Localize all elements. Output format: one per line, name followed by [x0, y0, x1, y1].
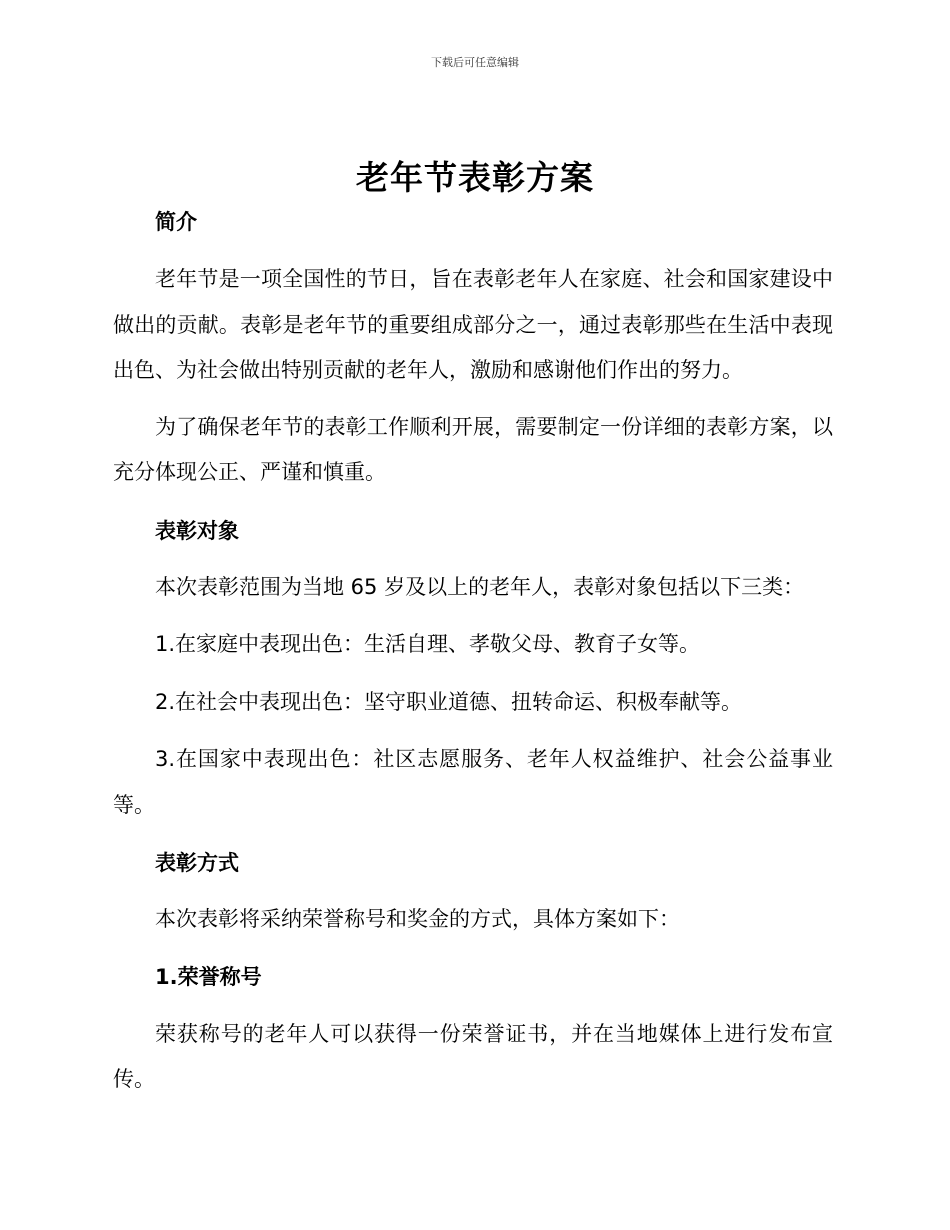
page-header-note: 下载后可任意编辑 [431, 56, 519, 69]
methods-subheading-honor: 1.荣誉称号 [155, 964, 262, 989]
targets-item-1: 1.在家庭中表现出色：生活自理、孝敬父母、教育子女等。 [155, 632, 701, 656]
intro-paragraph-2: 为了确保老年节的表彰工作顺利开展，需要制定一份详细的表彰方案，以充分体现公正、严谨和慎重。 [113, 414, 833, 484]
section-heading-targets: 表彰对象 [155, 518, 239, 543]
targets-item-2: 2.在社会中表现出色：坚守职业道德、扭转命运、积极奉献等。 [155, 689, 743, 714]
methods-paragraph-1: 本次表彰将采纳荣誉称号和奖金的方式，具体方案如下： [155, 907, 680, 931]
methods-honor-paragraph: 荣获称号的老年人可以获得一份荣誉证书，并在当地媒体上进行发布宣传。 [113, 1021, 833, 1091]
targets-paragraph-1: 本次表彰范围为当地 65 岁及以上的老年人，表彰对象包括以下三类： [155, 574, 805, 599]
intro-paragraph-1: 老年节是一项全国性的节日，旨在表彰老年人在家庭、社会和国家建设中做出的贡献。表彰是老年节的重要组成部分之一，通过表彰那些在生活中表现出色、为社会做出特别贡献的老年人，激励和感谢他们作出的努力。 [113, 267, 833, 382]
document-title: 老年节表彰方案 [356, 158, 594, 197]
section-heading-intro: 简介 [155, 210, 197, 234]
targets-item-3: 3.在国家中表现出色：社区志愿服务、老年人权益维护、社会公益事业等。 [113, 747, 833, 817]
document-body [113, 200, 833, 1103]
section-heading-methods: 表彰方式 [155, 851, 239, 875]
